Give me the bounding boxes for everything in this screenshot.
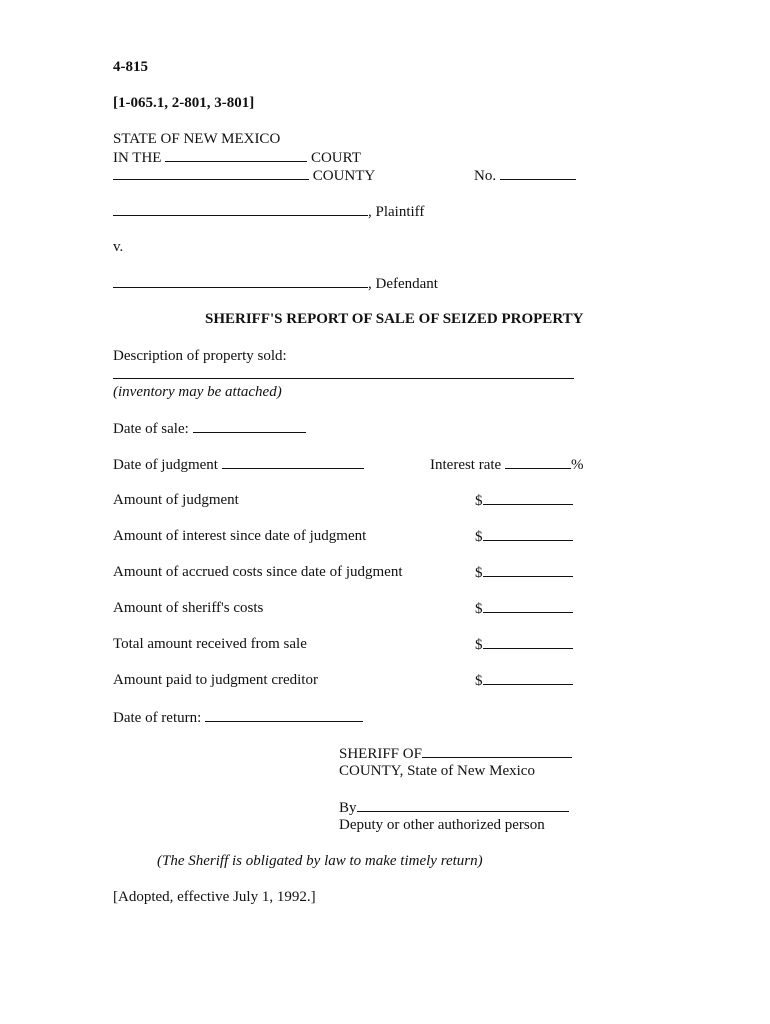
rule-references: [1-065.1, 2-801, 3-801] bbox=[113, 95, 255, 111]
date-of-judgment-label: Date of judgment bbox=[113, 457, 218, 473]
defendant-label: , Defendant bbox=[368, 276, 438, 292]
defendant-name-field[interactable] bbox=[113, 274, 368, 288]
amount-field-row bbox=[475, 491, 573, 510]
interest-rate-label: Interest rate bbox=[430, 457, 502, 473]
date-of-sale-line bbox=[113, 419, 306, 438]
timely-return-notice: (The Sheriff is obligated by law to make timely return) bbox=[157, 853, 483, 869]
defendant-line bbox=[113, 274, 438, 293]
form-title: SHERIFF'S REPORT OF SALE OF SEIZED PROPERTY bbox=[205, 311, 584, 327]
dollar-sign: $ bbox=[475, 529, 483, 545]
county-state-label: COUNTY, State of New Mexico bbox=[339, 763, 535, 779]
case-number-line bbox=[474, 166, 576, 185]
sheriff-of-line bbox=[339, 744, 572, 763]
interest-rate-field[interactable] bbox=[505, 455, 571, 469]
amount-field-row bbox=[475, 671, 573, 690]
court-label: COURT bbox=[310, 150, 361, 166]
sheriff-county-field[interactable] bbox=[422, 744, 572, 758]
amount-label: Amount of interest since date of judgment bbox=[113, 528, 367, 544]
dollar-sign: $ bbox=[475, 493, 483, 509]
inventory-note: (inventory may be attached) bbox=[113, 384, 282, 400]
amount-label: Total amount received from sale bbox=[113, 636, 307, 652]
county-line bbox=[113, 166, 375, 185]
court-line bbox=[113, 148, 361, 167]
dollar-sign: $ bbox=[475, 637, 483, 653]
in-the-label: IN THE bbox=[113, 150, 162, 166]
amount-label: Amount of judgment bbox=[113, 492, 239, 508]
amount-field-row bbox=[475, 563, 573, 582]
deputy-label: Deputy or other authorized person bbox=[339, 817, 545, 833]
form-number: 4-815 bbox=[113, 59, 148, 75]
amount-label: Amount of sheriff's costs bbox=[113, 600, 264, 616]
case-number-field[interactable] bbox=[500, 166, 576, 180]
amount-accrued-costs-field[interactable] bbox=[483, 563, 573, 577]
amount-total-received-field[interactable] bbox=[483, 635, 573, 649]
versus-label: v. bbox=[113, 239, 124, 255]
county-label: COUNTY bbox=[312, 168, 376, 184]
date-of-sale-field[interactable] bbox=[193, 419, 306, 433]
percent-sign: % bbox=[570, 457, 584, 473]
amount-field-row bbox=[475, 599, 573, 618]
plaintiff-label: , Plaintiff bbox=[368, 204, 425, 220]
amount-label: Amount paid to judgment creditor bbox=[113, 672, 318, 688]
plaintiff-line bbox=[113, 202, 424, 221]
court-name-field[interactable] bbox=[165, 148, 307, 162]
adoption-note: [Adopted, effective July 1, 1992.] bbox=[113, 889, 316, 905]
date-of-return-line bbox=[113, 708, 363, 727]
case-number-label: No. bbox=[474, 168, 497, 184]
state-heading: STATE OF NEW MEXICO bbox=[113, 131, 281, 147]
date-of-return-label: Date of return: bbox=[113, 710, 202, 726]
date-of-sale-label: Date of sale: bbox=[113, 421, 189, 437]
interest-rate-line bbox=[430, 455, 583, 474]
amount-sheriff-costs-field[interactable] bbox=[483, 599, 573, 613]
signature-field[interactable] bbox=[357, 798, 569, 812]
dollar-sign: $ bbox=[475, 673, 483, 689]
date-of-return-field[interactable] bbox=[205, 708, 363, 722]
amount-interest-field[interactable] bbox=[483, 527, 573, 541]
amount-field-row bbox=[475, 635, 573, 654]
description-label: Description of property sold: bbox=[113, 348, 287, 364]
amount-judgment-field[interactable] bbox=[483, 491, 573, 505]
by-line bbox=[339, 798, 569, 817]
date-of-judgment-field[interactable] bbox=[222, 455, 364, 469]
description-field[interactable] bbox=[113, 378, 574, 379]
date-of-judgment-line bbox=[113, 455, 364, 474]
amount-field-row bbox=[475, 527, 573, 546]
plaintiff-name-field[interactable] bbox=[113, 202, 368, 216]
county-name-field[interactable] bbox=[113, 166, 309, 180]
dollar-sign: $ bbox=[475, 565, 483, 581]
sheriff-of-label: SHERIFF OF bbox=[339, 746, 422, 762]
dollar-sign: $ bbox=[475, 601, 483, 617]
amount-paid-creditor-field[interactable] bbox=[483, 671, 573, 685]
by-label: By bbox=[339, 800, 357, 816]
amount-label: Amount of accrued costs since date of judgment bbox=[113, 564, 403, 580]
